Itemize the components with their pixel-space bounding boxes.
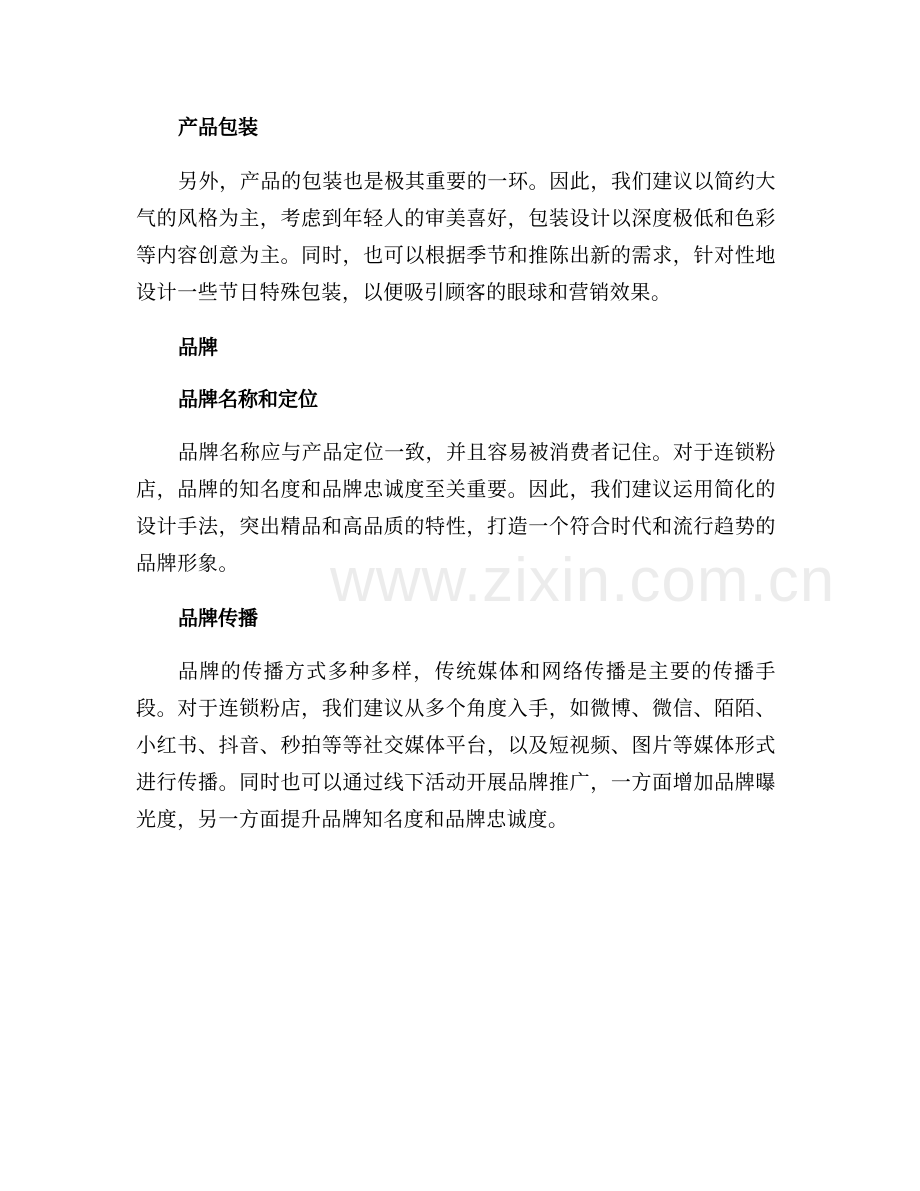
section-heading-packaging: 产品包装 (178, 115, 258, 139)
section-paragraph-brand-promotion: 品牌的传播方式多种多样，传统媒体和网络传播是主要的传播手段。对于连锁粉店，我们建议从多个角度入手，如微博、微信、陌陌、小红书、抖音、秒拍等等社交媒体平台，以及短视频、图片等媒体形式进行传播。同时也可以通过线下活动开展品牌推广，一方面增加品牌曝光度，另一方面提升品牌知名度和品牌忠诚度。 (136, 659, 776, 831)
section-paragraph-packaging: 另外，产品的包装也是极其重要的一环。因此，我们建议以简约大气的风格为主，考虑到年轻人的审美喜好，包装设计以深度极低和色彩等内容创意为主。同时，也可以根据季节和推陈出新的需求，针对性地设计一些节日特殊包装，以便吸引顾客的眼球和营销效果。 (136, 169, 776, 304)
section-heading-brand: 品牌 (178, 335, 218, 359)
section-heading-brand-name: 品牌名称和定位 (178, 387, 318, 411)
section-heading-brand-promotion: 品牌传播 (178, 606, 258, 630)
watermark: www.zixin.com.cn (330, 546, 836, 615)
section-paragraph-brand-name: 品牌名称应与产品定位一致，并且容易被消费者记住。对于连锁粉店，品牌的知名度和品牌忠诚度至关重要。因此，我们建议运用简化的设计手法，突出精品和高品质的特性，打造一个符合时代和流行趋势的品牌形象。 (136, 440, 776, 575)
document-body (136, 110, 776, 838)
